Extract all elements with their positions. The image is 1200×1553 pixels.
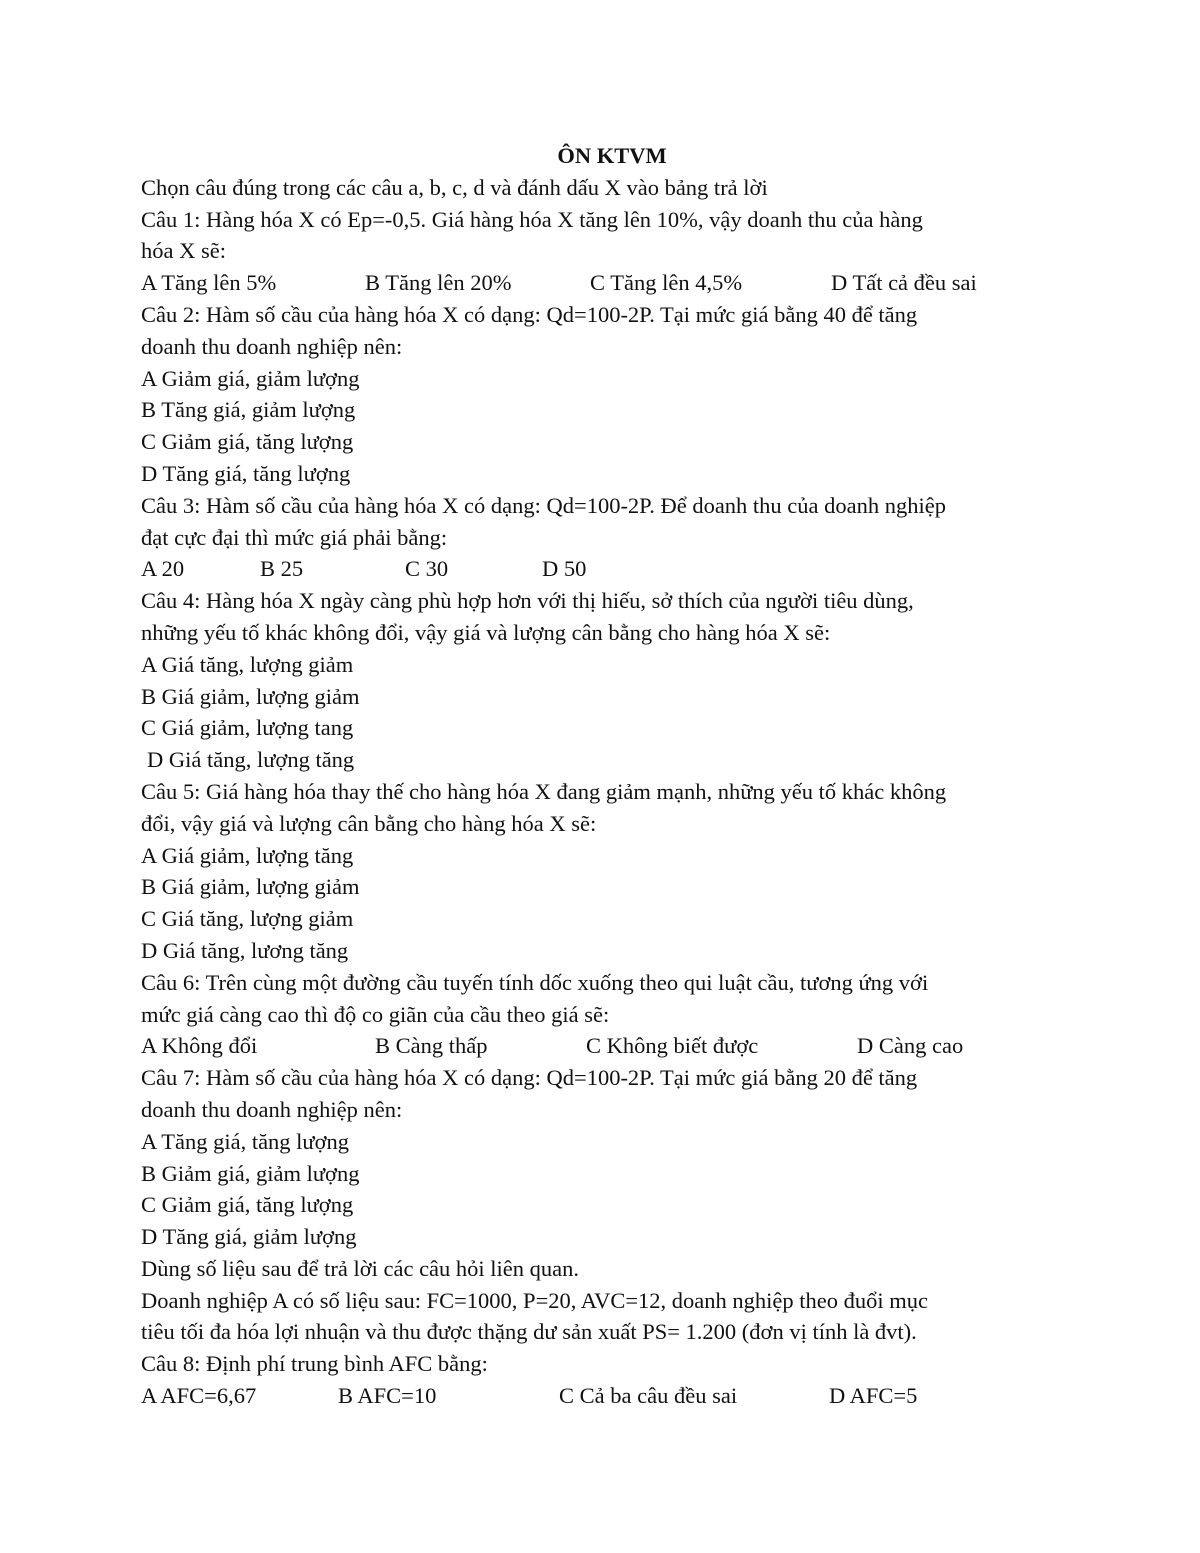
question-5-text: Câu 5: Giá hàng hóa thay thế cho hàng hóa X đang giảm mạnh, những yếu tố khác không	[141, 778, 947, 804]
question-6-options	[141, 1030, 1071, 1062]
question-8-options	[141, 1380, 1071, 1412]
instruction-text: Chọn câu đúng trong các câu a, b, c, d và đánh dấu X vào bảng trả lời	[141, 174, 768, 200]
document-title: ÔN KTVM	[557, 143, 667, 168]
question-5-text-cont: đổi, vậy giá và lượng cân bằng cho hàng hóa X sẽ:	[141, 810, 597, 836]
question-8-option-c: C Cả ba câu đều sai	[559, 1383, 738, 1409]
data-note-text: Dùng số liệu sau để trả lời các câu hỏi liên quan.	[141, 1255, 580, 1281]
question-3-option-a: A 20	[141, 556, 185, 582]
question-3-options	[141, 553, 1071, 585]
question-4-text: Câu 4: Hàng hóa X ngày càng phù hợp hơn với thị hiếu, sở thích của người tiêu dùng,	[141, 588, 914, 614]
question-8-option-b: B AFC=10	[338, 1383, 437, 1409]
question-2-option-c: C Giảm giá, tăng lượng	[141, 429, 354, 455]
question-2-option-b: B Tăng giá, giảm lượng	[141, 397, 356, 423]
question-4-option-b: B Giá giảm, lượng giảm	[141, 683, 360, 709]
question-4-option-d: D Giá tăng, lượng tăng	[147, 747, 355, 773]
question-4-option-a: A Giá tăng, lượng giảm	[141, 651, 354, 677]
question-1-option-a: A Tăng lên 5%	[141, 270, 277, 296]
question-5-option-a: A Giá giảm, lượng tăng	[141, 842, 354, 868]
question-2-text: Câu 2: Hàm số cầu của hàng hóa X có dạng: Qd=100-2P. Tại mức giá bằng 40 để tăng	[141, 301, 918, 327]
question-3-text-cont: đạt cực đại thì mức giá phải bằng:	[141, 524, 448, 550]
question-7-option-d: D Tăng giá, giảm lượng	[141, 1224, 357, 1250]
question-6-option-c: C Không biết được	[586, 1033, 759, 1059]
question-8-option-d: D AFC=5	[829, 1383, 918, 1409]
question-5-option-c: C Giá tăng, lượng giảm	[141, 906, 354, 932]
question-3-text: Câu 3: Hàm số cầu của hàng hóa X có dạng: Qd=100-2P. Để doanh thu của doanh nghiệp	[141, 492, 947, 518]
question-4-text-cont: những yếu tố khác không đổi, vậy giá và lượng cân bằng cho hàng hóa X sẽ:	[141, 619, 831, 645]
question-7-text: Câu 7: Hàm số cầu của hàng hóa X có dạng: Qd=100-2P. Tại mức giá bằng 20 để tăng	[141, 1065, 918, 1091]
firm-data-text: Doanh nghiệp A có số liệu sau: FC=1000, P=20, AVC=12, doanh nghiệp theo đuổi mục	[141, 1287, 929, 1313]
question-8-text: Câu 8: Định phí trung bình AFC bằng:	[141, 1351, 488, 1377]
question-7-option-a: A Tăng giá, tăng lượng	[141, 1128, 350, 1154]
question-1-options	[141, 267, 1071, 299]
question-1-option-d: D Tất cả đều sai	[831, 270, 977, 296]
question-1-option-b: B Tăng lên 20%	[365, 270, 512, 296]
question-5-option-d: D Giá tăng, lương tăng	[141, 937, 349, 963]
question-3-option-d: D 50	[542, 556, 587, 582]
question-5-option-b: B Giá giảm, lượng giảm	[141, 874, 360, 900]
question-6-option-b: B Càng thấp	[375, 1033, 488, 1059]
question-2-option-d: D Tăng giá, tăng lượng	[141, 460, 351, 486]
question-7-option-c: C Giảm giá, tăng lượng	[141, 1192, 354, 1218]
question-7-option-b: B Giảm giá, giảm lượng	[141, 1160, 360, 1186]
question-1-text: Câu 1: Hàng hóa X có Ep=-0,5. Giá hàng hóa X tăng lên 10%, vậy doanh thu của hàng	[141, 206, 923, 232]
firm-data-text-cont: tiêu tối đa hóa lợi nhuận và thu được thặng dư sản xuất PS= 1.200 (đơn vị tính là đvt).	[141, 1319, 917, 1345]
question-1-option-c: C Tăng lên 4,5%	[590, 270, 743, 296]
question-1-text-cont: hóa X sẽ:	[141, 238, 226, 264]
question-8-option-a: A AFC=6,67	[141, 1383, 257, 1409]
document-content	[141, 140, 1071, 1412]
question-6-option-d: D Càng cao	[857, 1033, 964, 1059]
question-6-text: Câu 6: Trên cùng một đường cầu tuyến tính dốc xuống theo qui luật cầu, tương ứng với	[141, 969, 929, 995]
question-2-option-a: A Giảm giá, giảm lượng	[141, 365, 360, 391]
question-2-text-cont: doanh thu doanh nghiệp nên:	[141, 333, 403, 359]
question-3-option-c: C 30	[405, 556, 449, 582]
question-7-text-cont: doanh thu doanh nghiệp nên:	[141, 1096, 403, 1122]
question-6-text-cont: mức giá càng cao thì độ co giãn của cầu theo giá sẽ:	[141, 1001, 610, 1027]
question-6-option-a: A Không đổi	[141, 1033, 258, 1059]
question-3-option-b: B 25	[260, 556, 304, 582]
question-4-option-c: C Giá giảm, lượng tang	[141, 715, 354, 741]
